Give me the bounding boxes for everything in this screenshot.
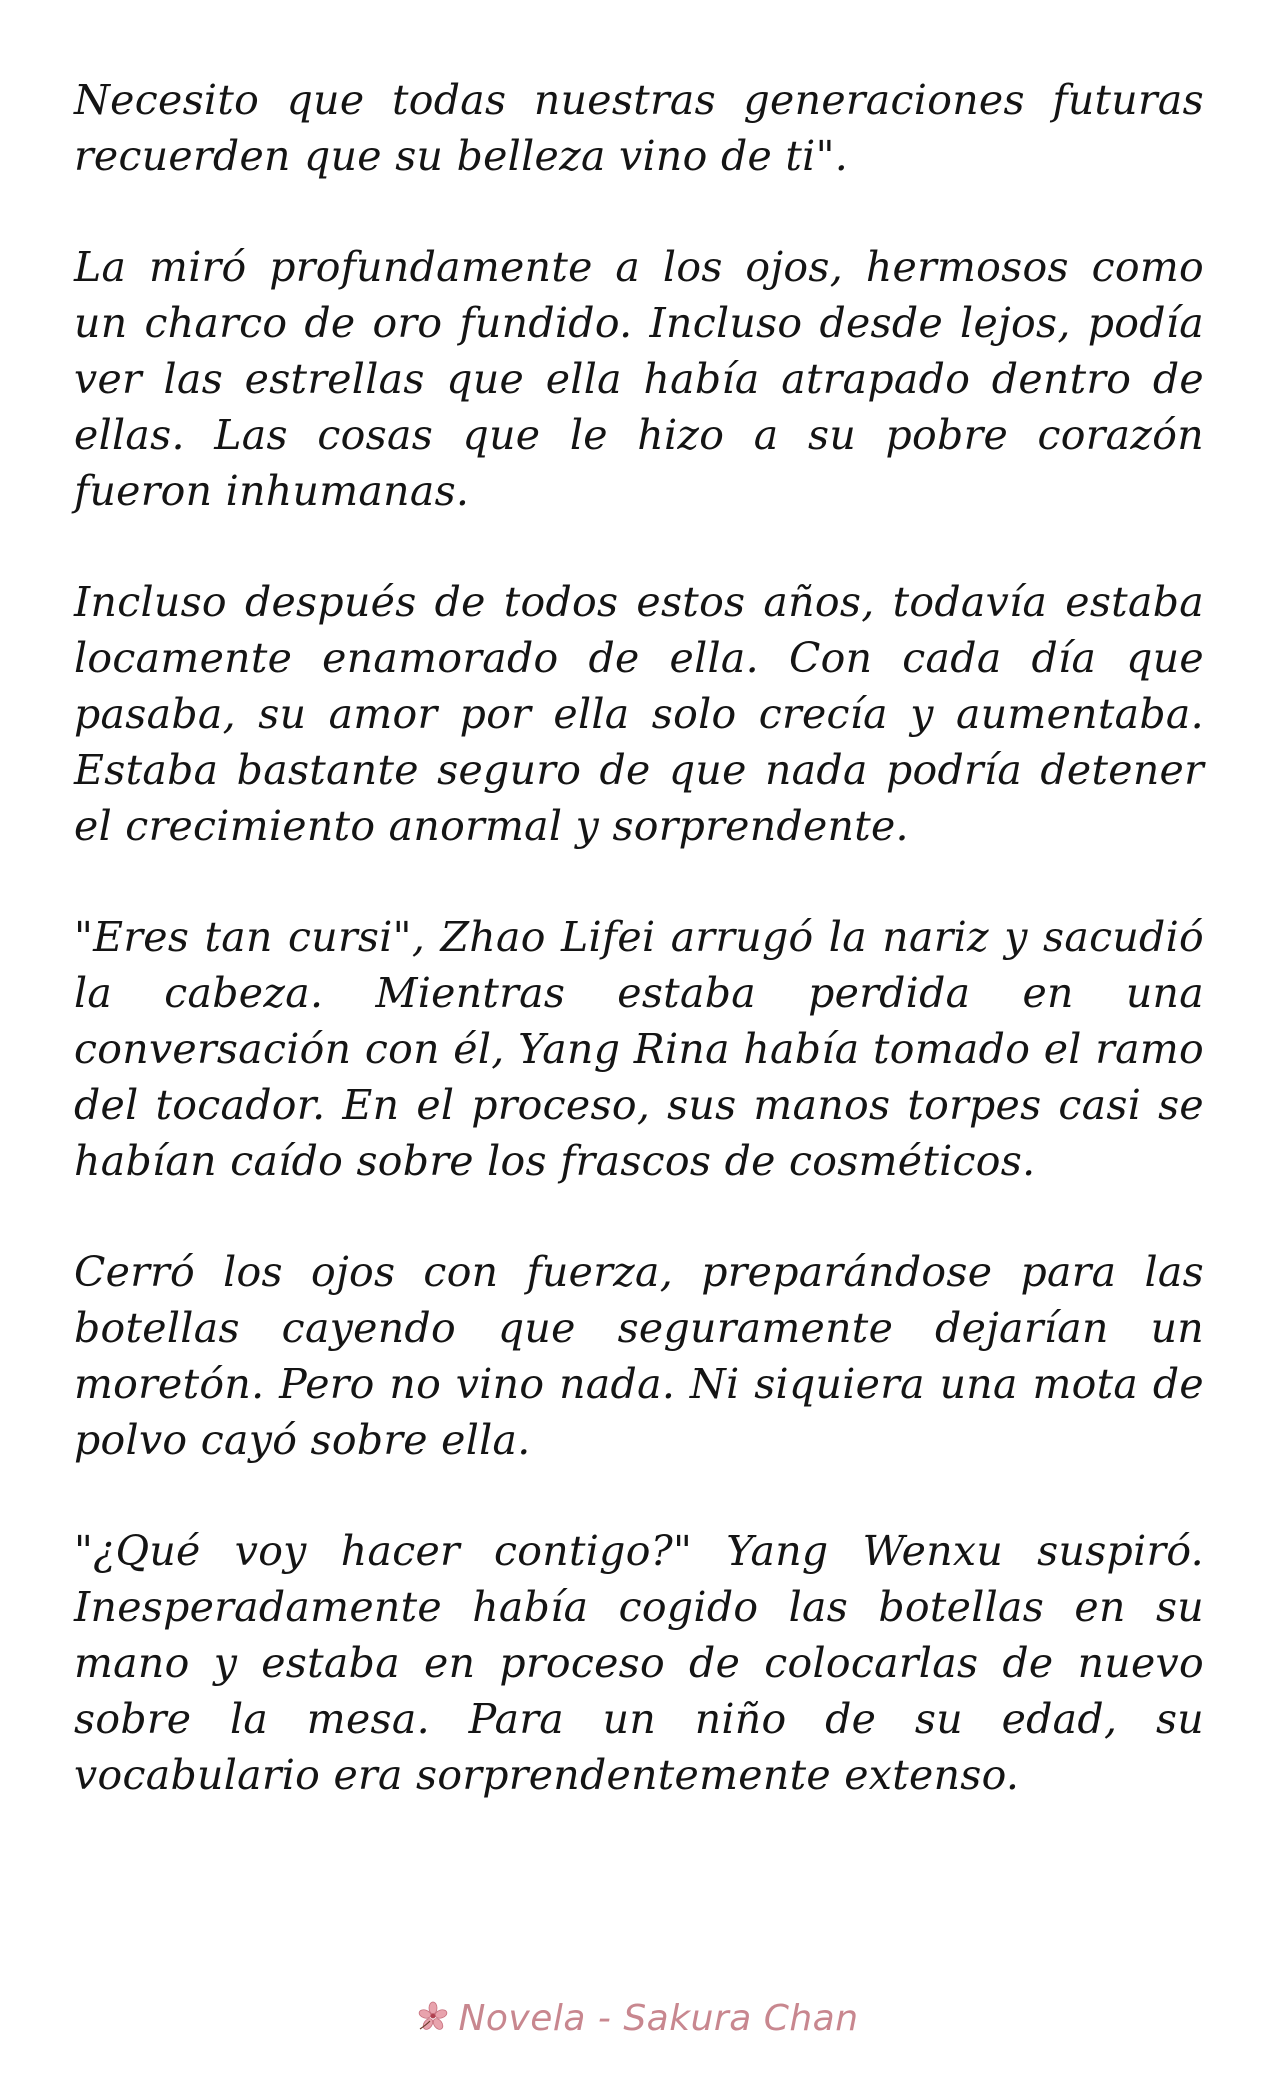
footer-text: Novela - Sakura Chan xyxy=(458,1998,859,2039)
document-body xyxy=(74,72,1204,1858)
paragraph-4: "Eres tan cursi", Zhao Lifei arrugó la nariz y sacudió la cabeza. Mientras estaba perdida en una conversación con él, Yang Rina había tomado el ramo del tocador. En el proceso, sus manos torpes casi se habían caído sobre los frascos de cosméticos. xyxy=(74,913,1204,1185)
paragraph-6: "¿Qué voy hacer contigo?" Yang Wenxu suspiró. Inesperadamente había cogido las botellas en su mano y estaba en proceso de colocarlas de nuevo sobre la mesa. Para un niño de su edad, su vocabulario era sorprendentemente extenso. xyxy=(74,1527,1204,1799)
paragraph-1: Necesito que todas nuestras generaciones futuras recuerden que su belleza vino de ti". xyxy=(74,76,1204,180)
paragraph-2: La miró profundamente a los ojos, hermosos como un charco de oro fundido. Incluso desde lejos, podía ver las estrellas que ella había atrapado dentro de ellas. Las cosas que le hizo a su pobre corazón fueron inhumanas. xyxy=(74,243,1204,515)
watermark-footer xyxy=(0,1998,1275,2039)
paragraph-3: Incluso después de todos estos años, todavía estaba locamente enamorado de ella. Con cada día que pasaba, su amor por ella solo crecía y aumentaba. Estaba bastante seguro de que nada podría detener el crecimiento anormal y sorprendente. xyxy=(74,578,1204,850)
paragraph-5: Cerró los ojos con fuerza, preparándose para las botellas cayendo que seguramente dejarían un moretón. Pero no vino nada. Ni siquiera una mota de polvo cayó sobre ella. xyxy=(74,1248,1204,1464)
sakura-flower-icon xyxy=(416,1999,450,2033)
